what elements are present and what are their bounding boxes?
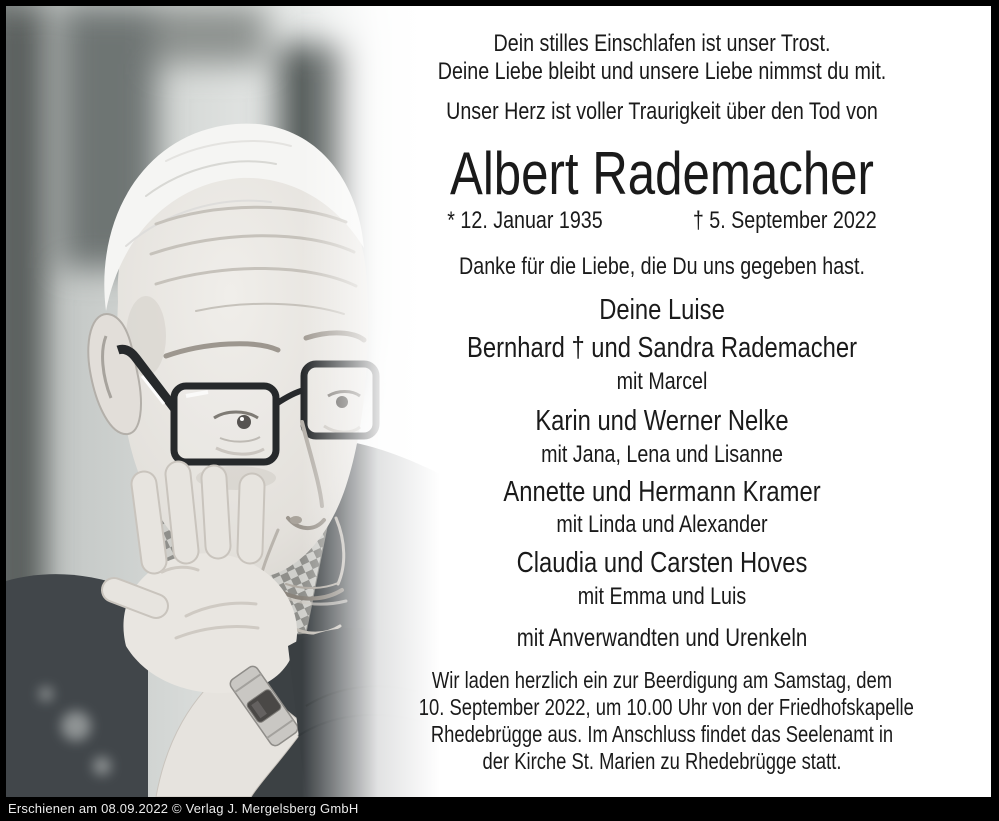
mourner-family-3: Annette und Hermann Kramer — [503, 476, 821, 508]
mourner-family-1: Bernhard † und Sandra Rademacher — [467, 332, 857, 364]
relatives-line: mit Anverwandten und Urenkeln — [516, 624, 808, 652]
mourner-wife: Deine Luise — [599, 294, 725, 326]
mourner-family-3-children: mit Linda und Alexander — [556, 511, 768, 538]
notice-text — [358, 6, 966, 797]
thanks-line: Danke für die Liebe, die Du uns gegeben hast. — [459, 253, 865, 280]
publisher-bar — [0, 797, 999, 821]
mourner-family-2: Karin und Werner Nelke — [535, 405, 789, 437]
obituary-page — [6, 6, 991, 797]
intro-line: Unser Herz ist voller Traurigkeit über den Tod von — [446, 98, 878, 125]
mourner-family-4: Claudia und Carsten Hoves — [516, 547, 808, 579]
death-date: † 5. September 2022 — [692, 207, 877, 234]
deceased-name: Albert Rademacher — [450, 140, 874, 207]
life-dates — [413, 207, 912, 235]
birth-date: * 12. Januar 1935 — [447, 207, 603, 234]
epigraph-line-2: Deine Liebe bleibt und unsere Liebe nimmst du mit. — [437, 58, 887, 85]
epigraph-line-1: Dein stilles Einschlafen ist unser Trost. — [493, 30, 831, 57]
invitation-line-2: 10. September 2022, um 10.00 Uhr von der Friedhofskapelle — [418, 694, 914, 720]
mourner-family-1-children: mit Marcel — [616, 368, 708, 395]
publisher-credit: Erschienen am 08.09.2022 © Verlag J. Mergelsberg GmbH — [8, 801, 359, 816]
invitation-line-4: der Kirche St. Marien zu Rhedebrügge statt. — [482, 748, 842, 774]
mourner-family-4-children: mit Emma und Luis — [577, 583, 747, 610]
invitation-line-1: Wir laden herzlich ein zur Beerdigung am Samstag, dem — [431, 667, 893, 693]
mourner-family-2-children: mit Jana, Lena und Lisanne — [541, 441, 783, 468]
invitation-line-3: Rhedebrügge aus. Im Anschluss findet das Seelenamt in — [430, 721, 894, 747]
